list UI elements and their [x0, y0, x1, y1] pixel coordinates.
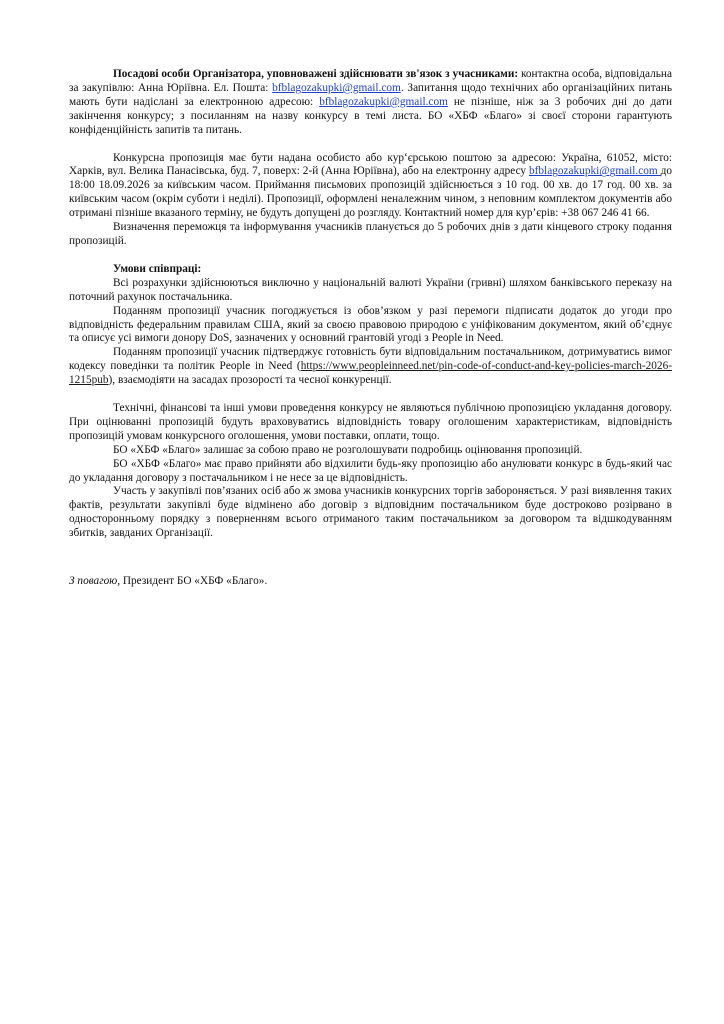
- contact-email-link[interactable]: bfblagozakupki@gmail.com: [272, 81, 401, 94]
- terms-paragraph: БО «ХБФ «Благо» має право прийняти або відхилити будь-яку пропозицію або анулювати конкурс в будь-який час до укладання договору з постачальником і не несе за це відповідність.: [69, 457, 672, 484]
- terms-paragraph: Участь у закупівлі пов’язаних осіб або ж змова учасників конкурсних торгів забороняється. У разі виявлення таких фактів, результати закупівлі буде відмінено або договір з відповідним постачальником буде достроково розірвано в односторонньому порядку з поверненням всього отриманого таким постачальником за договором та відшкодуванням збитків, завданих Організації.: [69, 485, 672, 540]
- cooperation-paragraph: [69, 346, 672, 388]
- winner-paragraph: Визначення переможця та інформування учасників планується до 5 робочих днів з дати кінцевого строку подання пропозицій.: [69, 221, 672, 247]
- contacts-paragraph: [69, 68, 672, 138]
- contact-email-link[interactable]: bfblagozakupki@gmail.com: [319, 95, 448, 108]
- submission-email-link[interactable]: bfblagozakupki@gmail.com: [529, 165, 661, 178]
- contacts-text: . Запитання щодо технічних або організаційних питань мають бути надіслані за електронною адресою:: [69, 81, 672, 108]
- cooperation-heading: Умови співпраці:: [113, 262, 202, 275]
- pin-policies-link[interactable]: https://www.peopleinneed.net/pin-code-of-conduct-and-key-policies-march-2026-1215pub: [69, 360, 672, 387]
- contacts-text: не пізніше, ніж за 3 робочих дні до дати закінчення конкурсу; з посиланням на назву конкурсу в темі листа. БО «ХБФ «Благо» зі своєї сторони гарантують конфіденційність запитів та питань.: [69, 95, 672, 136]
- signature-text: Президент БО «ХБФ «Благо».: [120, 575, 268, 588]
- cooperation-text: Поданням пропозиції учасник підтверджує готовність бути відповідальним постачальником, дотримуватись вимог кодексу поведінки та політик People in Need (: [69, 346, 672, 373]
- contacts-text: контактна особа, відповідальна за закупівлю: Анна Юріївна. Ел. Пошта:: [69, 68, 672, 94]
- terms-paragraph: Технічні, фінансові та інші умови проведення конкурсу не являються публічною пропозицією укладання договору. При оцінюванні пропозицій будуть враховуватись відповідність товару оголошеним характеристикам, відповідність пропозицій умовам конкурсного оголошення, умови поставки, оплати, тощо.: [69, 402, 672, 442]
- terms-paragraph: БО «ХБФ «Благо» залишає за собою право не розголошувати подробиць оцінювання пропозицій.: [113, 443, 583, 456]
- contacts-heading: Посадові особи Організатора, уповноважені здійснювати зв'язок з учасниками:: [113, 68, 519, 80]
- submission-text: Конкурсна пропозиція має бути надана особисто або кур‘єрською поштою за адресою: Україна, 61052, місто: Харків, вул. Велика Панасівська, буд. 7, поверх: 2-й (Анна Юріївна), або на електронну адресу: [69, 151, 672, 178]
- submission-text: до 18:00 18.09.2026 за київським часом. Приймання письмових пропозицій здійснюється з 10 год. 00 хв. до 17 год. 00 хв. за київським часом (окрім суботи і неділі). Пропозиції, оформлені неналежним чином, з неповним комплектом документів або отримані пізніше вказаного терміну, не будуть допущені до розгляду. Контактний номер для кур’єрів: +38 067 246 41 66.: [69, 165, 672, 220]
- signature-regards: З повагою,: [69, 575, 121, 588]
- cooperation-paragraph: Всі розрахунки здійснюються виключно у національній валюті України (гривні) шляхом банківського переказу на поточний рахунок постачальника.: [69, 276, 672, 303]
- cooperation-heading-line: [69, 263, 672, 277]
- cooperation-paragraph: Поданням пропозиції учасник погоджується із обов’язком у разі перемоги підписати додаток до угоди про відповідність федеральним правилам США, який за своєю правовою природою є уніфікованим документом, який об’єднує та описує усі вимоги донору DoS, зазначених у основний грантовій угоді з People in Need.: [69, 304, 672, 345]
- cooperation-text: ), взаємодіяти на засадах прозорості та чесної конкуренції.: [108, 374, 392, 387]
- submission-paragraph: [69, 152, 672, 222]
- signature-line: [69, 575, 672, 589]
